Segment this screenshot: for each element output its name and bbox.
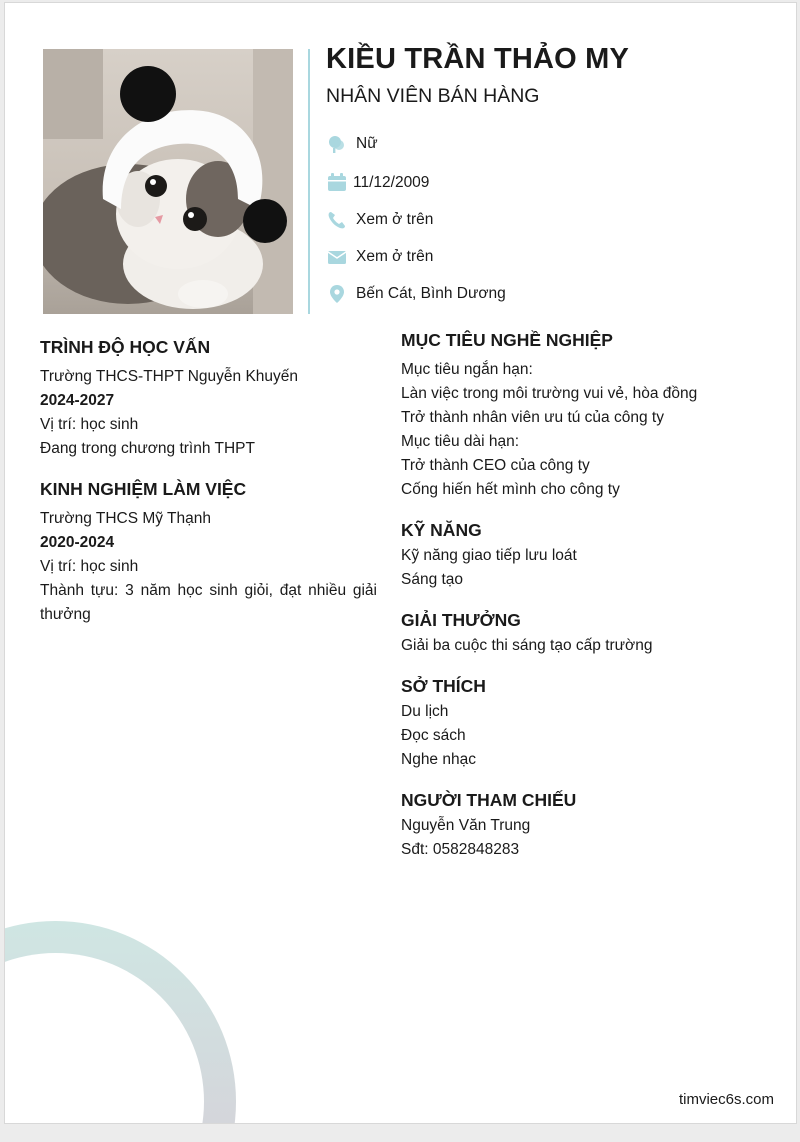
objective-line: Cống hiến hết mình cho công ty [401, 481, 620, 498]
candidate-name: KIỀU TRẦN THẢO MY [326, 43, 630, 75]
profile-photo [43, 49, 293, 314]
cat-photo-illustration [43, 49, 293, 314]
job-title: NHÂN VIÊN BÁN HÀNG [326, 85, 540, 107]
hobby-item: Du lịch [401, 703, 449, 720]
experience-position: Vị trí: học sinh [40, 558, 139, 575]
skills-heading: KỸ NĂNG [401, 520, 482, 540]
objective-line: Trở thành CEO của công ty [401, 457, 590, 474]
objective-line: Trở thành nhân viên ưu tú của công ty [401, 409, 664, 426]
info-birthday [326, 170, 429, 196]
envelope-icon [326, 246, 348, 268]
phone-icon [326, 209, 348, 231]
experience-years: 2020-2024 [40, 534, 115, 551]
experience-achievement: Thành tựu: 3 năm học sinh giỏi, đạt nhiều giải thưởng [40, 582, 377, 623]
gender-icon [326, 133, 348, 155]
experience-heading: KINH NGHIỆM LÀM VIỆC [40, 479, 247, 499]
objective-section [401, 328, 771, 502]
references-section [401, 788, 771, 862]
birthday-value: 11/12/2009 [353, 174, 430, 191]
right-column [401, 328, 771, 878]
hobby-item: Đọc sách [401, 727, 466, 744]
skill-item: Sáng tạo [401, 571, 464, 588]
gender-value: Nữ [356, 135, 378, 152]
references-heading: NGƯỜI THAM CHIẾU [401, 790, 577, 810]
decorative-arc [4, 921, 236, 1124]
experience-section [40, 477, 377, 627]
hobbies-heading: SỞ THÍCH [401, 676, 486, 696]
objective-line: Mục tiêu dài hạn: [401, 433, 520, 450]
hobbies-section [401, 674, 771, 772]
header-divider [308, 49, 310, 314]
education-years: 2024-2027 [40, 392, 115, 409]
info-phone [326, 207, 433, 233]
address-value: Bến Cát, Bình Dương [356, 285, 506, 302]
skill-item: Kỹ năng giao tiếp lưu loát [401, 547, 577, 564]
skills-section [401, 518, 771, 592]
info-address [326, 281, 506, 307]
reference-item: Nguyễn Văn Trung [401, 817, 531, 834]
education-heading: TRÌNH ĐỘ HỌC VẤN [40, 337, 211, 357]
education-position: Vị trí: học sinh [40, 416, 139, 433]
cv-page [4, 2, 797, 1124]
info-gender [326, 131, 378, 157]
objective-line: Làn việc trong môi trường vui vẻ, hòa đồng [401, 385, 698, 402]
education-school: Trường THCS-THPT Nguyễn Khuyến [40, 368, 299, 385]
hobby-item: Nghe nhạc [401, 751, 476, 768]
awards-heading: GIẢI THƯỞNG [401, 610, 521, 630]
calendar-icon [326, 172, 348, 194]
left-column [40, 335, 377, 643]
email-value: Xem ở trên [356, 248, 434, 265]
award-item: Giải ba cuộc thi sáng tạo cấp trường [401, 637, 653, 654]
info-email [326, 244, 433, 270]
location-pin-icon [326, 283, 348, 305]
education-note: Đang trong chương trình THPT [40, 440, 255, 457]
footer-site[interactable]: timviec6s.com [678, 1091, 774, 1108]
objective-line: Mục tiêu ngắn hạn: [401, 361, 533, 378]
experience-school: Trường THCS Mỹ Thạnh [40, 510, 211, 527]
education-section [40, 335, 377, 461]
objective-heading: MỤC TIÊU NGHỀ NGHIỆP [401, 330, 613, 350]
awards-section [401, 608, 771, 658]
reference-item: Sđt: 0582848283 [401, 841, 520, 858]
phone-value: Xem ở trên [356, 211, 434, 228]
